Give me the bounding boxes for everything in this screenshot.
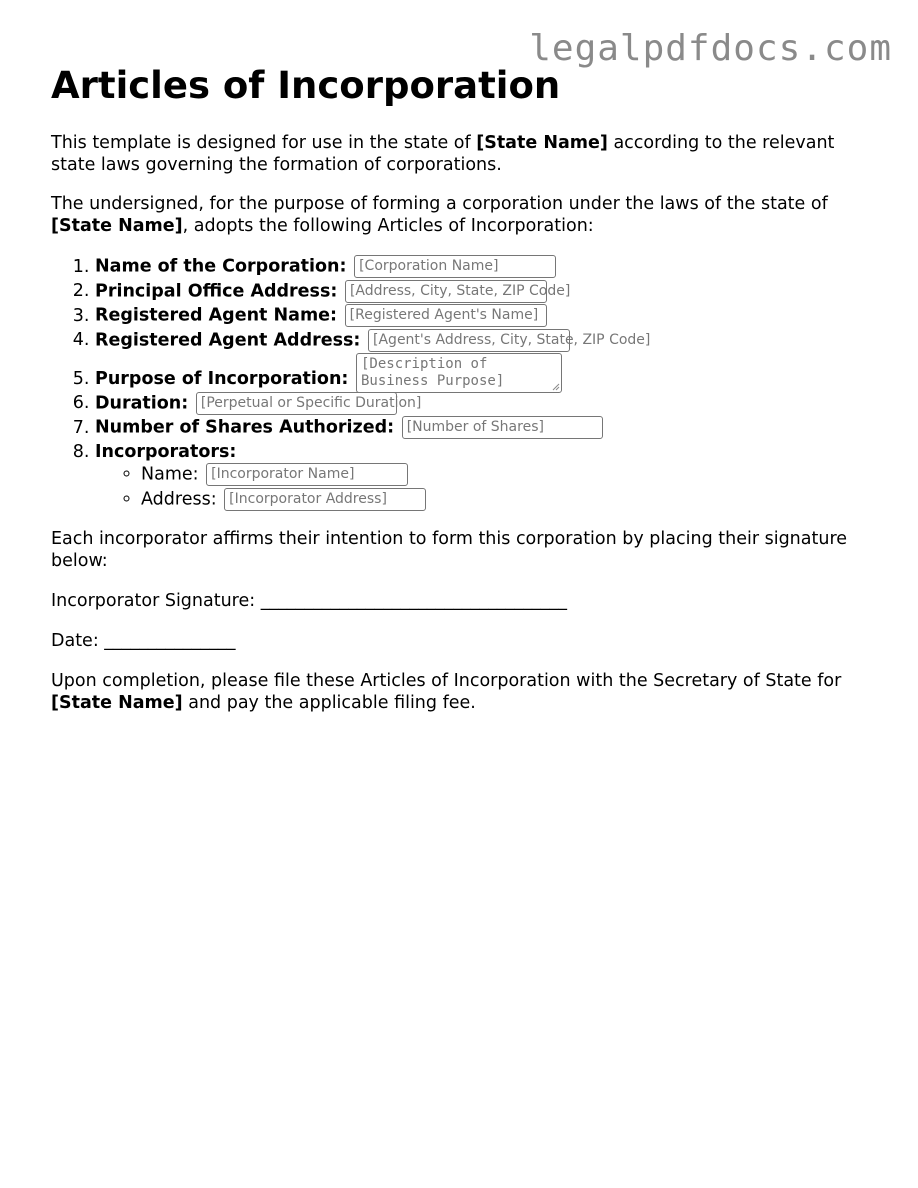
signature-line: Incorporator Signature: ___________________________________ [51, 590, 567, 611]
closing-text-after: and pay the applicable filing fee. [182, 692, 476, 713]
closing-paragraph [51, 670, 881, 714]
article-label: Incorporators: [95, 441, 237, 462]
article-label: Registered Agent Address: [95, 330, 361, 350]
article-label: Number of Shares Authorized: [95, 417, 395, 438]
corporation-name-field[interactable]: [Corporation Name] [354, 255, 556, 278]
adoption-text-before: The undersigned, for the purpose of forming a corporation under the laws of the state of [51, 194, 828, 214]
adoption-text-after: , adopts the following Articles of Incorporation: [182, 216, 594, 236]
articles-list [51, 255, 881, 511]
adoption-state-placeholder: [State Name] [51, 216, 183, 236]
incorporator-name-item [141, 463, 881, 486]
resize-handle-icon[interactable] [552, 383, 560, 391]
registered-agent-address-field[interactable]: [Agent's Address, City, State, ZIP Code] [368, 329, 570, 352]
article-label: Duration: [95, 393, 189, 413]
intro-state-placeholder: [State Name] [476, 133, 608, 153]
adoption-paragraph [51, 193, 881, 237]
article-label: Name of the Corporation: [95, 256, 347, 277]
article-shares-authorized [95, 416, 881, 439]
affirmation-paragraph: Each incorporator affirms their intention to form this corporation by placing their signature below: [51, 528, 848, 571]
incorporator-name-field[interactable]: [Incorporator Name] [206, 463, 408, 486]
watermark-logo: legalpdfdocs.com [529, 28, 892, 69]
article-corporation-name [95, 255, 881, 278]
date-line: Date: _______________ [51, 630, 236, 651]
purpose-placeholder: [Description of Business Purpose] [360, 356, 505, 389]
intro-paragraph [51, 132, 881, 176]
article-principal-office [95, 280, 881, 303]
incorporator-name-label: Name: [141, 464, 199, 484]
article-incorporators [95, 441, 881, 511]
registered-agent-name-field[interactable]: [Registered Agent's Name] [345, 304, 547, 327]
article-label: Purpose of Incorporation: [95, 369, 349, 389]
intro-text-after: according to the relevant state laws governing the formation of corporations. [51, 133, 835, 175]
article-registered-agent-address [95, 329, 881, 352]
closing-text-before: Upon completion, please file these Articles of Incorporation with the Secretary of State for [51, 670, 842, 691]
duration-field[interactable]: [Perpetual or Specific Duration] [196, 392, 397, 415]
article-registered-agent-name [95, 304, 881, 327]
article-duration [95, 392, 881, 415]
article-label: Registered Agent Name: [95, 305, 338, 326]
document-page [51, 62, 881, 714]
article-purpose [95, 353, 881, 390]
page-title: Articles of Incorporation [51, 64, 561, 107]
principal-office-address-field[interactable]: [Address, City, State, ZIP Code] [345, 280, 547, 303]
number-of-shares-field[interactable]: [Number of Shares] [402, 416, 603, 439]
purpose-textarea[interactable] [356, 353, 562, 393]
incorporators-list [95, 463, 881, 511]
incorporator-address-item [141, 488, 881, 511]
incorporator-address-field[interactable]: [Incorporator Address] [224, 488, 426, 511]
closing-state-placeholder: [State Name] [51, 692, 183, 713]
incorporator-address-label: Address: [141, 489, 217, 509]
article-label: Principal Office Address: [95, 281, 338, 301]
intro-text-before: This template is designed for use in the state of [51, 133, 477, 153]
